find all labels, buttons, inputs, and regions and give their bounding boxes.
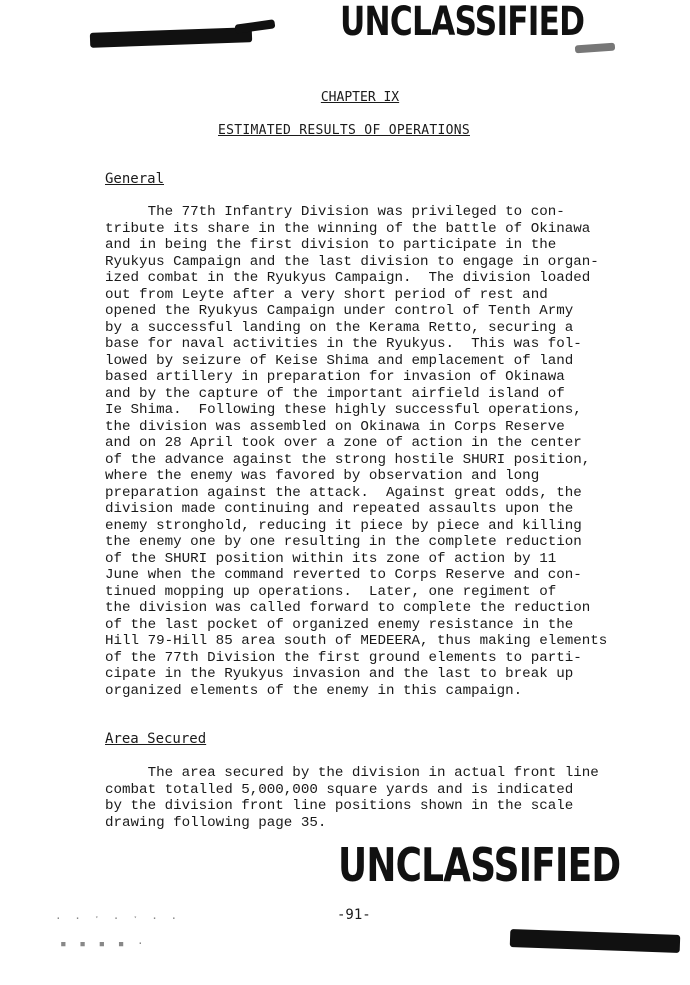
- body-line: of the 77th Division the first ground elements to parti-: [105, 649, 582, 666]
- body-line: and in being the first division to participate in the: [105, 237, 557, 253]
- body-line: the enemy one by one resulting in the complete reduction: [105, 534, 582, 550]
- scan-noise: ▪ ▪ ▪ ▪ ·: [60, 937, 147, 950]
- body-line: of the SHURI position within its zone of action by 11: [105, 550, 557, 567]
- body-line: enemy stronghold, reducing it piece by piece and killing: [105, 517, 582, 534]
- body-line: out from Leyte after a very short period of rest and: [105, 286, 548, 303]
- body-line: and on 28 April took over a zone of action in the center: [105, 435, 582, 451]
- classification-stamp-bottom: UNCLASSIFIED: [338, 838, 621, 892]
- body-line: where the enemy was favored by observation and long: [105, 468, 540, 484]
- body-line: by a successful landing on the Kerama Retto, securing a: [105, 319, 574, 336]
- body-line: base for naval activities in the Ryukyus. This was fol-: [105, 336, 582, 352]
- body-line: combat totalled 5,000,000 square yards and is indicated: [105, 781, 574, 798]
- body-line: ized combat in the Ryukyus Campaign. The division loaded: [105, 270, 591, 286]
- body-line: tribute its share in the winning of the battle of Okinawa: [105, 220, 591, 237]
- body-line: preparation against the attack. Against great odds, the: [105, 484, 582, 501]
- body-line: Ryukyus Campaign and the last division to engage in organ-: [105, 253, 599, 270]
- body-line: The area secured by the division in actual front line: [105, 765, 599, 781]
- body-line: organized elements of the enemy in this campaign.: [105, 682, 523, 699]
- section-body-general: [105, 204, 685, 699]
- body-line: by the division front line positions shown in the scale: [105, 798, 574, 814]
- body-line: Ie Shima. Following these highly successful operations,: [105, 402, 582, 418]
- body-line: lowed by seizure of Keise Shima and emplacement of land: [105, 352, 574, 369]
- page-number: -91-: [337, 907, 371, 923]
- body-line: opened the Ryukyus Campaign under control of Tenth Army: [105, 303, 574, 319]
- body-line: Hill 79-Hill 85 area south of MEDEERA, thus making elements: [105, 633, 608, 649]
- body-line: June when the command reverted to Corps Reserve and con-: [105, 567, 582, 583]
- body-line: tinued mopping up operations. Later, one regiment of: [105, 583, 557, 600]
- body-line: The 77th Infantry Division was privileged to con-: [105, 204, 565, 220]
- body-line: division made continuing and repeated assaults upon the: [105, 501, 574, 517]
- section-heading-general: General: [105, 171, 165, 187]
- redaction-mark-top: [235, 19, 276, 33]
- classification-stamp-top: UNCLASSIFIED: [340, 0, 585, 45]
- body-line: the division was called forward to complete the reduction: [105, 600, 591, 616]
- redaction-bar-bottom: [510, 929, 681, 953]
- section-heading-area-secured: Area Secured: [105, 731, 207, 747]
- scan-noise: · · ˑ · ˑ · ·: [55, 912, 181, 925]
- body-line: drawing following page 35.: [105, 814, 327, 831]
- body-line: of the advance against the strong hostile SHURI position,: [105, 451, 591, 468]
- chapter-title: CHAPTER IX: [320, 90, 400, 105]
- document-title: ESTIMATED RESULTS OF OPERATIONS: [218, 123, 470, 138]
- redaction-bar-top: [90, 27, 252, 48]
- body-line: of the last pocket of organized enemy resistance in the: [105, 616, 574, 633]
- section-body-area-secured: [105, 765, 685, 831]
- body-line: based artillery in preparation for invasion of Okinawa: [105, 369, 565, 385]
- body-line: the division was assembled on Okinawa in Corps Reserve: [105, 418, 565, 435]
- body-line: and by the capture of the important airfield island of: [105, 385, 565, 402]
- body-line: cipate in the Ryukyus invasion and the last to break up: [105, 666, 574, 682]
